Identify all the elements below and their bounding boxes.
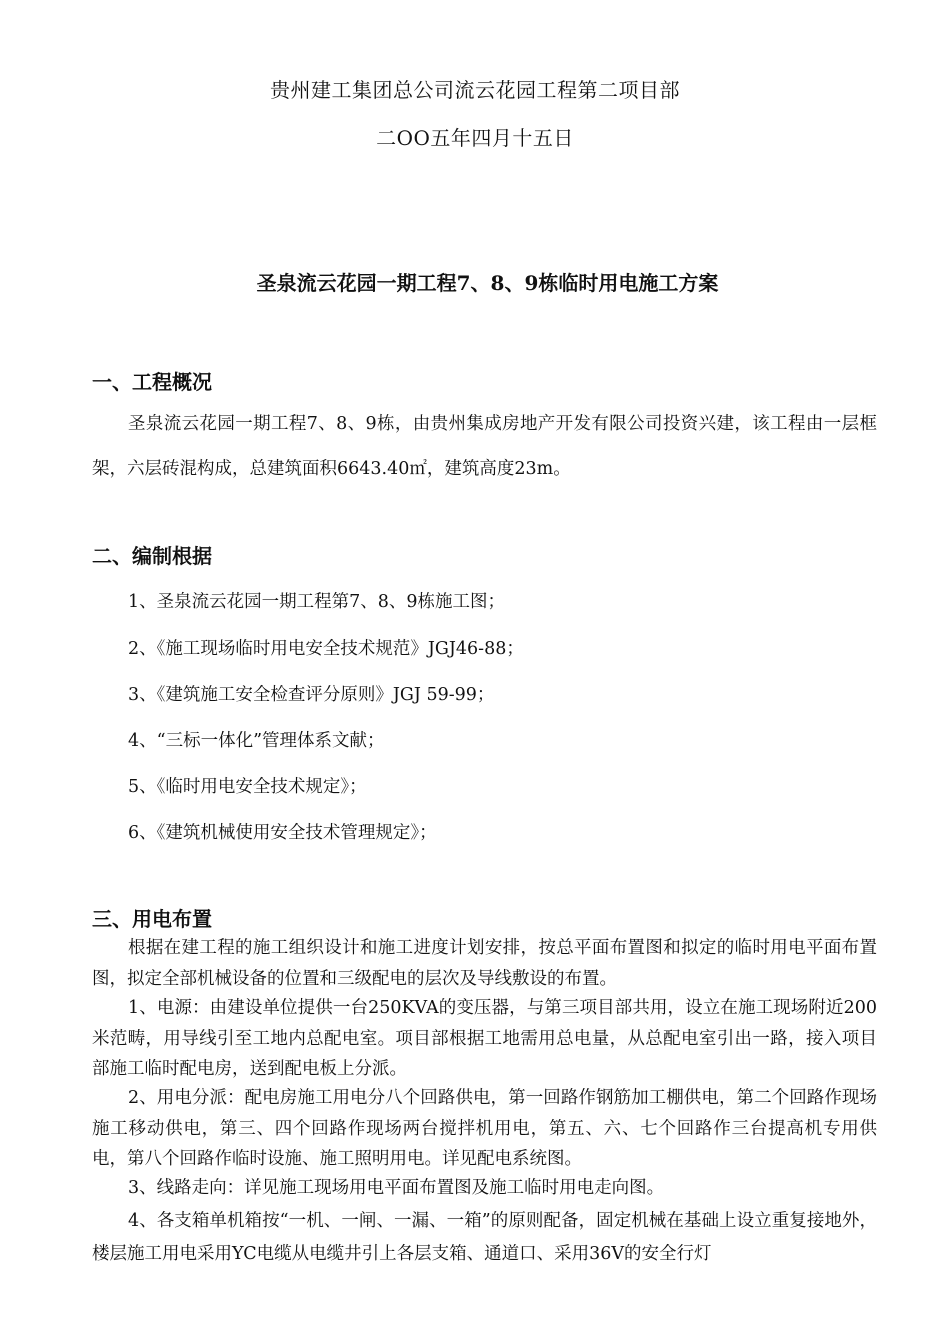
power-distribution-paragraph: 2、用电分派：配电房施工用电分八个回路供电，第一回路作钢筋加工棚供电，第二个回路作现场施工移动供电，第三、四个回路作现场两台搅拌机用电，第五、六、七个回路作三台提高机专用供电，第八个回路作临时设施、施工照明用电。详见配电系统图。 [92,1088,877,1169]
basis-list-item: 5、《临时用电安全技术规定》； [128,777,367,797]
basis-list-item: 3、《建筑施工安全检查评分原则》JGJ 59-99； [128,685,495,705]
layout-intro-paragraph: 根据在建工程的施工组织设计和施工进度计划安排，按总平面布置图和拟定的临时用电平面布置图，拟定全部机械设备的位置和三级配电的层次及导线敷设的布置。 [92,938,877,989]
section-heading-overview: 一、工程概况 [92,370,212,394]
power-source-paragraph: 1、电源：由建设单位提供一台250KVA的变压器，与第三项目部共用，设立在施工现场附近200米范畴，用导线引至工地内总配电室。项目部根据工地需用总电量，从总配电室引出一路，接入项目部施工临时配电房，送到配电板上分派。 [92,998,877,1079]
section-heading-basis: 二、编制根据 [92,544,212,568]
line-routing-paragraph: 3、线路走向：详见施工现场用电平面布置图及施工临时用电走向图。 [128,1178,665,1198]
basis-list-item: 1、圣泉流云花园一期工程第7、8、9栋施工图； [128,592,506,612]
basis-list-item: 4、“三标一体化”管理体系文献； [128,731,385,751]
document-date: 二OO五年四月十五日 [376,126,574,150]
section-heading-layout: 三、用电布置 [92,907,212,931]
basis-list-item: 2、《施工现场临时用电安全技术规范》JGJ46-88； [128,639,524,659]
distribution-box-paragraph: 4、各支箱单机箱按“一机、一闸、一漏、一箱”的原则配备，固定机械在基础上设立重复接地外，楼层施工用电采用YC电缆从电缆井引上各层支箱、通道口、采用36V的安全行灯 [92,1211,877,1264]
organization-name: 贵州建工集团总公司流云花园工程第二项目部 [270,78,680,102]
document-title: 圣泉流云花园一期工程7、8、9栋临时用电施工方案 [256,271,719,295]
basis-list-item: 6、《建筑机械使用安全技术管理规定》； [128,823,437,843]
overview-paragraph: 圣泉流云花园一期工程7、8、9栋，由贵州集成房地产开发有限公司投资兴建，该工程由一层框架，六层砖混构成，总建筑面积6643.40㎡，建筑高度23m。 [92,414,877,479]
